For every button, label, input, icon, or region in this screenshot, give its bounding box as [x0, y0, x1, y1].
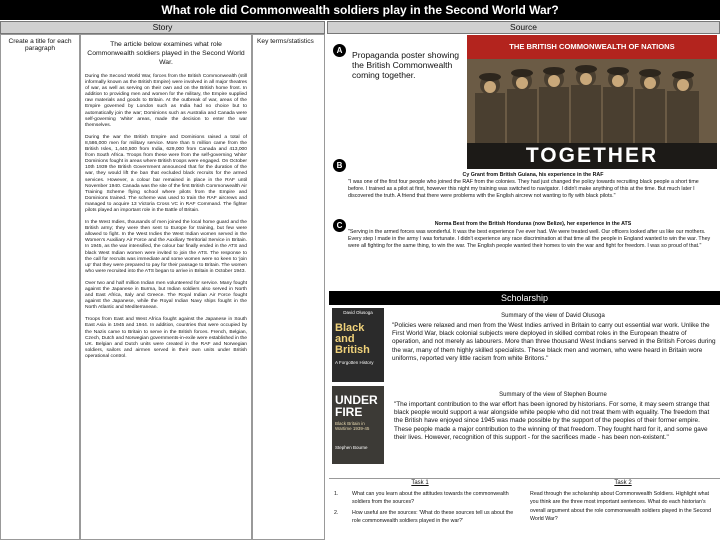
source-c-badge: C — [333, 219, 346, 232]
story-paragraph: During the Second World War, forces from the British Commonwealth (still informally known as the British Empire) were involved in all major theatres of war, as well as serving on their own and on the British home front. In addition to providing men and women for the military, the Empire supplied raw materials and goods to Britain. At the outbreak of war, areas of the Empire governed by London such as India had no choice but to automatically join the war; Dominions such as Australia and Canada were self-governing 'white' areas, made the decision to enter the war themselves. — [85, 74, 247, 128]
source-b-quote: "I was one of the first four people who joined the RAF from the colonies. They had just changed the policy towards recruiting black people a short time before. I trained as a pilot at first, however this night my training was switched to navigator. I didn't make anything of this at the time. But much later I discovered the truth. A friend that there were problems with the English aircrew not wanting to fly with black pilots." — [348, 179, 699, 200]
source-c-quote: "Serving in the armed forces was wonderful. It was the best experience I've ever had. We were treated well. Our officers looked after us like our mothers. Every step I made in the army I was fortunate. I didn't experience any race discrimination at that time all the people in England wanted to win the war. They were all fighting for the same thing, to win the war. The English people wanted their homes to win the war and fight for freedom. I was so proud of that." — [348, 229, 711, 250]
task-2-question: How useful are the sources: 'What do these sources tell us about the role commonwealth soldiers played in the war?' — [352, 510, 514, 525]
scholarship-2-text: "The important contribution to the war effort has been ignored by historians. For some, it may seem strange that black people would support a war alongside white people who did not treat them with equality. The freedom that the British have enjoyed since 1945 was made possible by the support of the peoples of their former empire. These people made a major contribution to the winning of that freedom. They fought hard for it, and some gave their lives. However, recognition of this support - for the sacrifices made - has been non-existent." — [394, 401, 710, 441]
task-2-number: 2. — [334, 510, 339, 516]
title-column — [0, 34, 80, 540]
story-paragraph: In the West Indies, thousands of men joined the local home guard and the British army; they were then sent to Europe for training, but few were allowed to fight. In the West Indies the West Indian women served in the Women's Auxiliary Air Force and the Auxiliary Territorial Service in Britain. In 1945, as the war intensified, the colour bar finally ended in the ATS and black West Indian women were invited to join the ATS. The response to the call for recruits was immediate and some women were so keen to 'join up' that they were prepared to pay for their passage to Britain. The women who were recruited into the ATS began to arrive in Britain in October 1943. — [85, 220, 247, 274]
scholarship-header: Scholarship — [329, 291, 720, 305]
task-1-question: What can you learn about the attitudes towards the commonwealth soldiers from the sources? — [352, 491, 509, 506]
story-paragraph: Over two and half million Indian men volunteered for service. Many fought against the Japanese in Burma, but Indian soldiers also served in North and East Africa, Italy and Greece. The Royal Indian Air Force fought against the Japanese, while the Royal Indian Navy ships fought in the North Atlantic and Mediterranean. — [85, 280, 247, 311]
key-terms-label: Key terms/statistics — [257, 38, 314, 45]
title-column-label: Create a title for each paragraph — [8, 38, 72, 53]
source-a-caption: Propaganda poster showing the British Commonwealth coming together. — [352, 50, 460, 80]
poster-soldiers-illustration — [467, 59, 717, 143]
source-a-badge: A — [333, 44, 346, 57]
story-intro: The article below examines what role Commonwealth soldiers played in the Second World War. — [87, 41, 245, 66]
source-c-title: Norma Best from the British Honduras (now Belize), her experience in the ATS — [434, 221, 632, 227]
book-author: Stephen Bourne — [335, 445, 368, 450]
story-header: Story — [0, 21, 325, 34]
story-paragraph: Troops from East and West Africa fought against the Japanese in South East Asia in 1945 and 1944. In addition, countries that were occupied by the Nazis came to Britain to serve in the British forces. French, Belgian, Czech, Dutch and Norwegian governments-in-exile were established in the UK. Belgian and Dutch units were created in the RAF and Norwegian soldiers, sailors and airmen served in their own units under British operational control. — [85, 317, 247, 359]
task-1-number: 1. — [334, 491, 339, 497]
book-subtitle: A Forgotten History — [335, 360, 374, 365]
book-author: David Olusoga — [343, 310, 373, 315]
under-fire-book-cover — [332, 386, 384, 464]
key-terms-column — [252, 34, 325, 540]
story-paragraph: During the war the British Empire and Dominions raised a total of 8,586,000 men for military service. More than 5 million came from the British Isles, 1,440,500 from India, 629,000 from Canada and 413,000 from South Africa. Troops from these were from the self-governing 'white' Dominions fought in areas where British troops were engaged. On October 10th 1939 the British Government announced that for the duration of the war, they would lift the ban that excluded black recruits for the armed services. However, a colour bar remained in place in the RAF until November 1940. Canada was the site of the first British Commonwealth Air Training Scheme flying school where pilots from the Empire and Dominions trained. The scheme was used to train the RAF aircrews and managed to acquire 13 Victoria Cross VC in RAF Command. The fighter pilots played an important role in the Battle of Britain. — [85, 134, 248, 213]
source-b-badge: B — [333, 159, 346, 172]
source-header: Source — [327, 21, 720, 34]
poster-banner: THE BRITISH COMMONWEALTH OF NATIONS — [467, 35, 717, 59]
black-and-british-book-cover — [332, 308, 384, 382]
poster-slogan: TOGETHER — [467, 143, 717, 169]
propaganda-poster — [467, 35, 717, 169]
task-2-text: Read through the scholarship about Commonwealth Soldiers. Highlight what you think are the three most important sentences. What do each historian's overall argument about the role commonwealth soldiers played in the Second World War? — [530, 491, 712, 523]
story-column — [80, 34, 252, 540]
book-title: UNDER FIRE — [335, 393, 378, 419]
scholarship-1-text: "Policies were relaxed and men from the West Indies arrived in Britain to carry out essential war work. Unlike the First World War, black colonial subjects were deployed in skilled combat roles in the European theatre of operation, and not merely as labourers. More than three thousand West Indians served in the British Forces during the war, many of them highly skilled specialists. These black men and women, who were heard in Britain wore uniforms, reported very little racism from white Britons." — [392, 322, 716, 362]
task-1-title: Task 1 — [411, 480, 429, 486]
scholarship-1-title: Summary of the view of David Olusoga — [501, 313, 605, 319]
book-title: Black and British — [335, 322, 370, 356]
book-subtitle: Black Britain in Wartime 1939-45 — [335, 421, 370, 431]
scholarship-2-title: Summary of the view of Stephen Bourne — [499, 392, 607, 398]
task-divider — [329, 478, 720, 479]
task-2-title: Task 2 — [614, 480, 632, 486]
source-b-title: Cy Grant from British Guiana, his experience in the RAF — [462, 172, 604, 178]
page-title: What role did Commonwealth soldiers play in the Second World War? — [0, 0, 720, 20]
